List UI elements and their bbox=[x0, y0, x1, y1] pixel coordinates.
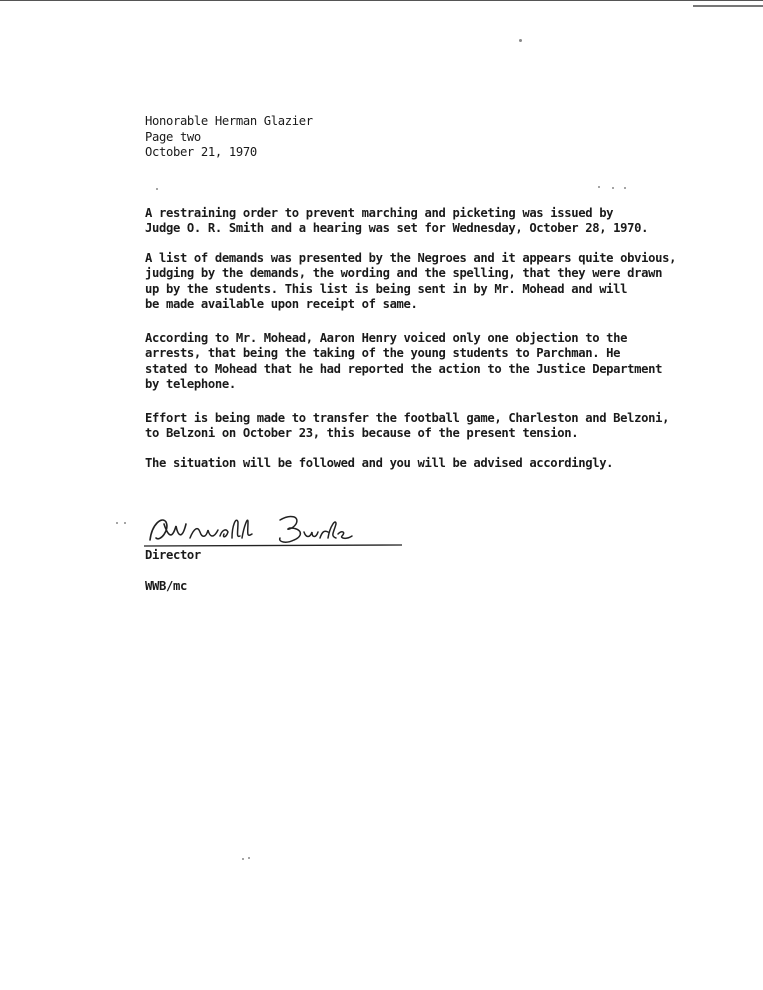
scan-speck bbox=[612, 187, 614, 189]
paragraph-restraining-order: A restraining order to prevent marching and picketing was issued by Judge O. R. Smith and a hearing was set for Wednesday, October 28, 1970. bbox=[145, 205, 649, 235]
scan-speck bbox=[124, 522, 126, 524]
signatory-title: Director bbox=[145, 548, 201, 562]
paragraph-football-game: Effort is being made to transfer the football game, Charleston and Belzoni, to Belzoni on October 23, this because of the present tension. bbox=[145, 410, 670, 440]
paragraph-objection: According to Mr. Mohead, Aaron Henry voiced only one objection to the arrests, that being the taking of the young students to Parchman. He stated to Mohead that he had reported the action to the Justice Department by telephone. bbox=[145, 330, 663, 391]
recipient-line: Honorable Herman Glazier bbox=[145, 114, 313, 128]
paragraph-list-of-demands: A list of demands was presented by the Negroes and it appears quite obvious, judging by the demands, the wording and the spelling, that they were drawn up by the students. This list is being sent in by Mr. Mohead and will be made available upon receipt of same. bbox=[145, 250, 677, 311]
date-line: October 21, 1970 bbox=[145, 145, 257, 159]
scan-speck bbox=[156, 188, 158, 190]
page-number-line: Page two bbox=[145, 129, 201, 144]
letter-heading bbox=[145, 114, 735, 161]
scan-speck bbox=[242, 858, 244, 860]
scan-speck bbox=[624, 187, 626, 189]
page-top-edge bbox=[0, 0, 763, 8]
scan-speck bbox=[598, 186, 600, 188]
reference-initials: WWB/mc bbox=[145, 579, 187, 593]
letter-body bbox=[145, 114, 735, 471]
scan-speck bbox=[248, 857, 250, 859]
paragraph-closing: The situation will be followed and you will be advised accordingly. bbox=[145, 455, 614, 470]
scan-speck bbox=[116, 522, 118, 524]
scan-speck bbox=[519, 39, 522, 42]
